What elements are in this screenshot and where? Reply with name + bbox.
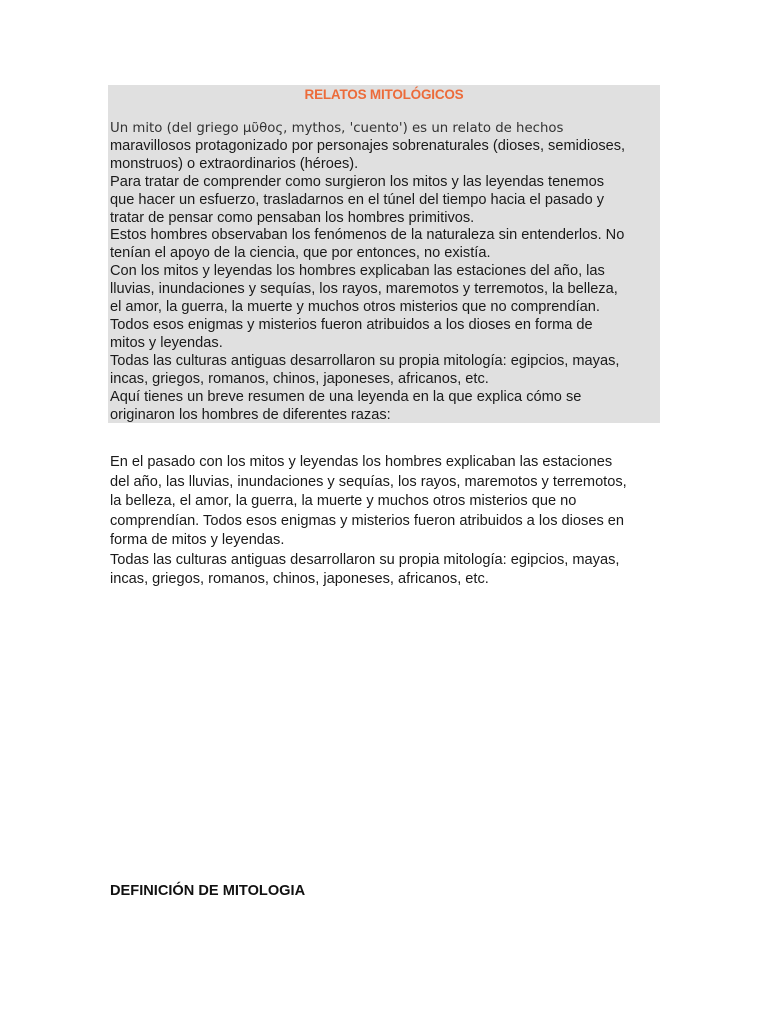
text-line: maravillosos protagonizado por personajes sobrenaturales (dioses, semidioses, [110,137,626,154]
section-heading: DEFINICIÓN DE MITOLOGIA [110,883,306,899]
text-line: lluvias, inundaciones y sequías, los rayos, maremotos y terremotos, la belleza, [110,281,618,298]
text-line: el amor, la guerra, la muerte y muchos otros misterios que no comprendían. [110,299,600,316]
box-paragraph [110,120,662,424]
text-line: Todas las culturas antiguas desarrollaron su propia mitología: egipcios, mayas, [110,352,620,369]
text-line: mitos y leyendas. [110,334,223,351]
text-line: monstruos) o extraordinarios (héroes). [110,155,359,172]
text-line: originaron los hombres de diferentes razas: [110,406,391,423]
box-title: RELATOS MITOLÓGICOS [304,87,464,102]
text-line: forma de mitos y leyendas. [110,532,285,548]
text-line: incas, griegos, romanos, chinos, japoneses, africanos, etc. [110,571,489,587]
text-line: Para tratar de comprender como surgieron los mitos y las leyendas tenemos [110,173,604,190]
text-line: En el pasado con los mitos y leyendas los hombres explicaban las estaciones [110,454,613,470]
text-line: Todos esos enigmas y misterios fueron atribuidos a los dioses en forma de [110,316,593,333]
text-line: tratar de pensar como pensaban los hombres primitivos. [110,209,475,226]
text-line: del año, las lluvias, inundaciones y sequías, los rayos, maremotos y terremotos, [110,473,627,490]
text-line: incas, griegos, romanos, chinos, japoneses, africanos, etc. [110,370,489,387]
text-line: la belleza, el amor, la guerra, la muerte y muchos otros misterios que no [110,493,577,509]
text-line: tenían el apoyo de la ciencia, que por entonces, no existía. [110,245,491,262]
highlighted-intro-box [108,85,660,423]
text-line: comprendían. Todos esos enigmas y misterios fueron atribuidos a los dioses en [110,512,625,529]
text-line: que hacer un esfuerzo, trasladarnos en el túnel del tiempo hacia el pasado y [110,191,605,208]
text-line: Todas las culturas antiguas desarrollaron su propia mitología: egipcios, mayas, [110,551,620,568]
text-line: Con los mitos y leyendas los hombres explicaban las estaciones del año, las [110,263,605,280]
text-line: Estos hombres observaban los fenómenos de la naturaleza sin entenderlos. No [110,227,625,244]
text-line: Un mito (del griego μῦθος, mythos, 'cuento') es un relato de hechos [110,121,564,136]
main-paragraph [110,453,670,590]
text-line: Aquí tienes un breve resumen de una leyenda en la que explica cómo se [110,388,582,405]
